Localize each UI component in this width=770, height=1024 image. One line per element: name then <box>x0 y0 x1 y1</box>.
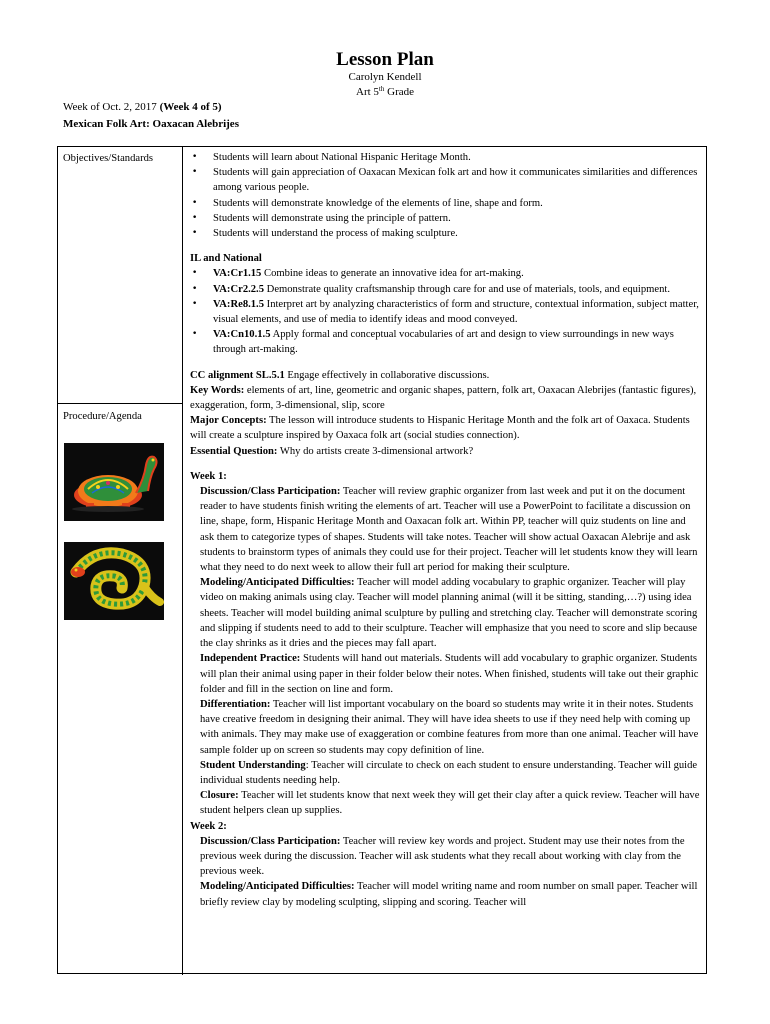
standard-text: Apply formal and conceptual vocabularies of art and design to view surroundings in new ways through art-making. <box>213 329 674 356</box>
week1-item-label: Independent Practice: <box>200 653 301 665</box>
standard-item <box>190 327 702 357</box>
key-words <box>190 383 702 413</box>
turtle-sculpture-image <box>64 443 164 521</box>
grade-prefix: Art 5 <box>356 86 379 98</box>
week2-item-label: Modeling/Anticipated Difficulties: <box>200 881 355 893</box>
objective-item: • Students will gain appreciation of Oaxacan Mexican folk art and how it communicates similarities and differences among various people. <box>190 165 702 195</box>
standards-list <box>190 266 702 357</box>
grade-line <box>0 85 770 100</box>
week1-item-text: Teacher will let students know that next week they will get their clay after a quick review. Teacher will have student helpers clean up supplies. <box>200 790 700 817</box>
lesson-table <box>57 146 707 974</box>
major-concepts <box>190 413 702 443</box>
cc-alignment <box>190 368 702 383</box>
spacer <box>190 459 702 469</box>
major-concepts-text: The lesson will introduce students to Hispanic Heritage Month and the folk art of Oaxaca. Students will create a sculpture inspired by Oaxaca folk art (social studies connection). <box>190 415 690 442</box>
objectives-label: Objectives/Standards <box>63 153 154 164</box>
content-column <box>190 150 702 910</box>
week1-item <box>200 575 702 651</box>
week1-item <box>200 788 702 818</box>
standard-item <box>190 282 702 297</box>
week2-heading: Week 2: <box>190 820 227 832</box>
standard-text: Demonstrate quality craftsmanship through care for and use of materials, tools, and equipment. <box>264 283 670 295</box>
week-count: (Week 4 of 5) <box>159 101 222 113</box>
week1-item-label: Student Understanding <box>200 759 306 771</box>
cc-alignment-text: Engage effectively in collaborative discussions. <box>284 369 490 381</box>
author-name: Carolyn Kendell <box>348 71 422 83</box>
week1-item-label: Discussion/Class Participation: <box>200 486 341 498</box>
objective-item: • Students will demonstrate using the principle of pattern. <box>190 211 702 226</box>
grade-superscript: th <box>378 85 385 93</box>
key-words-text: elements of art, line, geometric and organic shapes, pattern, folk art, Oaxacan Alebrijes (fantastic figures), exaggeration, form, 3-dimensional, slip, score <box>190 384 697 412</box>
row-divider <box>58 403 182 404</box>
week1-item-label: Differentiation: <box>200 698 271 710</box>
major-concepts-label: Major Concepts: <box>190 415 267 427</box>
standard-item <box>190 266 702 281</box>
standard-text: Combine ideas to generate an innovative idea for art-making. <box>261 268 524 280</box>
week-of-date: Week of Oct. 2, 2017 <box>63 101 160 113</box>
standard-code: VA:Cn10.1.5 <box>213 329 271 341</box>
grade-suffix: Grade <box>384 86 414 98</box>
week1-item-label: Modeling/Anticipated Difficulties: <box>200 577 355 589</box>
week1-item-text: : Teacher will circulate to check on each student to ensure understanding. Teacher will guide individual students needing help. <box>200 759 698 786</box>
week1-item-text: Teacher will model adding vocabulary to graphic organizer. Teacher will play video on making animals using clay. Teacher will model planning animal (will it be sitting, standing,…?) using idea sheets. Teacher will model building animal sculpture by pulling and stretching clay. Teacher will demonstrate scoring and slipping if students need to add to their sculpture. Teacher will emphasize that you need to score and slip because the clay shrinks as it dries and the pieces may fall apart. <box>200 577 698 650</box>
standard-item <box>190 297 702 327</box>
week1-item <box>200 758 702 788</box>
week-of-line <box>63 100 222 115</box>
key-words-label: Key Words: <box>190 384 245 396</box>
snake-sculpture-image <box>64 542 164 620</box>
week2-item-text: Teacher will model writing name and room number on small paper. Teacher will briefly review clay by modeling sculpting, slipping and scoring. Teacher will <box>200 881 698 908</box>
week1-heading: Week 1: <box>190 470 227 482</box>
week1-item <box>200 484 702 575</box>
procedure-label: Procedure/Agenda <box>63 411 142 422</box>
week1-item <box>200 697 702 758</box>
column-divider <box>182 147 183 975</box>
objective-item: • Students will demonstrate knowledge of the elements of line, shape and form. <box>190 196 702 211</box>
snake-sculpture-drawing <box>64 542 164 620</box>
week1-item-text: Students will hand out materials. Students will add vocabulary to graphic organizer. Students will plan their animal using paper in their folder below their notes. When finished, students will take out their graphic folder and fill in the section on line and form. <box>200 653 699 695</box>
standard-code: VA:Cr1.15 <box>213 268 262 280</box>
il-national-heading: IL and National <box>190 253 262 265</box>
essential-question-text: Why do artists create 3-dimensional artwork? <box>277 445 474 457</box>
objective-item: • Students will learn about National Hispanic Heritage Month. <box>190 150 702 165</box>
cc-alignment-label: CC alignment SL.5.1 <box>190 369 285 381</box>
week1-item <box>200 651 702 697</box>
turtle-sculpture-drawing <box>64 443 164 521</box>
objective-item: • Students will understand the process of making sculpture. <box>190 226 702 241</box>
week2-item <box>200 834 702 880</box>
standard-code: VA:Cr2.2.5 <box>213 283 265 295</box>
standard-code: VA:Re8.1.5 <box>213 298 265 310</box>
week2-item-label: Discussion/Class Participation: <box>200 835 341 847</box>
week1-item-text: Teacher will review graphic organizer from last week and put it on the document reader to have students finish writing the elements of art. Teacher will use a PowerPoint to facilitate a discussion on line, shape, form, Hispanic Heritage Month and Oaxacan folk art. Within PP, teacher will quiz students on line and ask them to categorize types of shapes. Students will take notes. Teacher will show actual Oaxacan Alebrije and ask students to brainstorm types of animals they could use for their project. Teacher will let students know they will learn what they need to do next week to allow their full art period for making their sculpture. <box>200 486 698 574</box>
standard-text: Interpret art by analyzing characteristics of form and structure, contextual information, subject matter, visual elements, and use of media to identify ideas and mood conveyed. <box>213 298 699 326</box>
essential-question <box>190 444 702 459</box>
spacer <box>190 358 702 368</box>
unit-title: Mexican Folk Art: Oaxacan Alebrijes <box>63 118 239 130</box>
objectives-list <box>190 150 702 241</box>
week1-item-text: Teacher will list important vocabulary on the board so students may write it in their notes. Students have creative freedom in designing their animal. They will have idea sheets to use if they need help with coming up with animals. They may make use of exaggeration or combine features from more than one animal. Teacher will have sample folder up on screen so students may copy definition of line. <box>200 698 699 756</box>
week2-section <box>190 834 702 910</box>
week1-section <box>190 484 702 818</box>
spacer <box>190 241 702 251</box>
essential-question-label: Essential Question: <box>190 445 278 457</box>
page-title: Lesson Plan <box>336 49 434 70</box>
week2-item-text: Teacher will review key words and project. Student may use their notes from the previous week during the discussion. Teacher will ask students what they recall about working with clay from the previous week. <box>200 835 685 878</box>
week2-item <box>200 879 702 909</box>
week1-item-label: Closure: <box>200 790 239 802</box>
